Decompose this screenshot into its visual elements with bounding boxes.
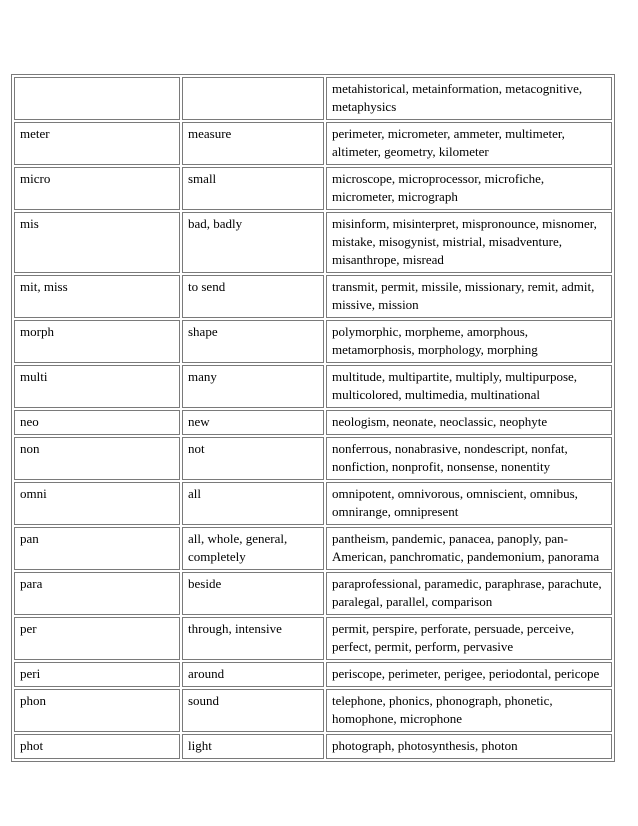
root-cell (14, 572, 180, 615)
examples-cell-text: perimeter, micrometer, ammeter, multimeter, altimeter, geometry, kilometer (332, 126, 565, 159)
examples-cell-text: polymorphic, morpheme, amorphous, metamorphosis, morphology, morphing (332, 324, 538, 357)
examples-cell-text: paraprofessional, paramedic, paraphrase, parachute, paralegal, parallel, comparison (332, 576, 602, 609)
meaning-cell-text: measure (188, 126, 232, 141)
examples-cell (326, 212, 612, 273)
root-cell-text: omni (20, 486, 47, 501)
root-cell-text: non (20, 441, 40, 456)
meaning-cell-text: new (188, 414, 210, 429)
examples-cell-text: omnipotent, omnivorous, omniscient, omnibus, omnirange, omnipresent (332, 486, 578, 519)
root-cell-text: per (20, 621, 37, 636)
examples-cell (326, 77, 612, 120)
root-cell (14, 662, 180, 687)
root-cell (14, 527, 180, 570)
meaning-cell-text: light (188, 738, 212, 753)
meaning-cell-text: bad, badly (188, 216, 243, 231)
meaning-cell-text: small (188, 171, 217, 186)
table-row (14, 617, 612, 660)
meaning-cell-text: shape (188, 324, 218, 339)
root-cell-text: meter (20, 126, 50, 141)
meaning-cell (182, 167, 324, 210)
meaning-cell-text: around (188, 666, 225, 681)
word-roots-table (11, 74, 615, 762)
examples-cell (326, 527, 612, 570)
meaning-cell (182, 212, 324, 273)
examples-cell-text: microscope, microprocessor, microfiche, micrometer, micrograph (332, 171, 545, 204)
examples-cell (326, 365, 612, 408)
root-cell (14, 77, 180, 120)
root-cell (14, 320, 180, 363)
root-cell-text: mis (20, 216, 39, 231)
examples-cell-text: permit, perspire, perforate, persuade, perceive, perfect, permit, perform, pervasive (332, 621, 575, 654)
meaning-cell (182, 527, 324, 570)
root-cell-text: neo (20, 414, 39, 429)
examples-cell-text: metahistorical, metainformation, metacognitive, metaphysics (332, 81, 583, 114)
table-row (14, 527, 612, 570)
meaning-cell-text: through, intensive (188, 621, 282, 636)
examples-cell-text: transmit, permit, missile, missionary, remit, admit, missive, mission (332, 279, 595, 312)
root-cell (14, 482, 180, 525)
root-cell (14, 275, 180, 318)
meaning-cell (182, 437, 324, 480)
examples-cell (326, 320, 612, 363)
examples-cell (326, 689, 612, 732)
examples-cell (326, 617, 612, 660)
root-cell-text: multi (20, 369, 48, 384)
root-cell (14, 410, 180, 435)
meaning-cell (182, 365, 324, 408)
examples-cell (326, 275, 612, 318)
meaning-cell (182, 275, 324, 318)
examples-cell (326, 734, 612, 759)
root-cell (14, 437, 180, 480)
meaning-cell (182, 689, 324, 732)
meaning-cell (182, 662, 324, 687)
meaning-cell (182, 572, 324, 615)
examples-cell-text: multitude, multipartite, multiply, multipurpose, multicolored, multimedia, multinational (332, 369, 578, 402)
root-cell (14, 365, 180, 408)
table-row (14, 320, 612, 363)
examples-cell-text: photograph, photosynthesis, photon (332, 738, 518, 753)
table-row (14, 77, 612, 120)
table-row (14, 212, 612, 273)
table-row (14, 437, 612, 480)
root-cell-text: micro (20, 171, 51, 186)
table-row (14, 689, 612, 732)
root-cell-text: pan (20, 531, 39, 546)
examples-cell-text: telephone, phonics, phonograph, phonetic, homophone, microphone (332, 693, 553, 726)
examples-cell (326, 167, 612, 210)
examples-cell (326, 572, 612, 615)
meaning-cell (182, 482, 324, 525)
meaning-cell (182, 734, 324, 759)
examples-cell-text: pantheism, pandemic, panacea, panoply, pan-American, panchromatic, pandemonium, panorama (332, 531, 600, 564)
meaning-cell (182, 617, 324, 660)
root-cell (14, 689, 180, 732)
meaning-cell (182, 122, 324, 165)
table-row (14, 410, 612, 435)
meaning-cell (182, 410, 324, 435)
root-cell-text: phot (20, 738, 44, 753)
table-row (14, 365, 612, 408)
meaning-cell-text: sound (188, 693, 220, 708)
root-cell (14, 617, 180, 660)
root-cell-text: phon (20, 693, 46, 708)
root-cell-text: morph (20, 324, 54, 339)
examples-cell-text: nonferrous, nonabrasive, nondescript, nonfat, nonfiction, nonprofit, nonsense, nonentity (332, 441, 568, 474)
root-cell (14, 212, 180, 273)
table-row (14, 482, 612, 525)
root-cell (14, 167, 180, 210)
examples-cell (326, 437, 612, 480)
table-row (14, 662, 612, 687)
meaning-cell-text: many (188, 369, 217, 384)
examples-cell-text: misinform, misinterpret, mispronounce, misnomer, mistake, misogynist, mistrial, misadventure, misanthrope, misread (332, 216, 597, 267)
examples-cell-text: neologism, neonate, neoclassic, neophyte (332, 414, 548, 429)
meaning-cell-text: not (188, 441, 205, 456)
examples-cell (326, 122, 612, 165)
table-row (14, 572, 612, 615)
meaning-cell-text: all (188, 486, 201, 501)
meaning-cell (182, 320, 324, 363)
root-cell-text: para (20, 576, 43, 591)
root-cell (14, 734, 180, 759)
table-row (14, 122, 612, 165)
root-cell (14, 122, 180, 165)
meaning-cell (182, 77, 324, 120)
root-cell-text: peri (20, 666, 41, 681)
examples-cell (326, 410, 612, 435)
word-roots-table-body (14, 77, 612, 759)
table-row (14, 167, 612, 210)
meaning-cell-text: beside (188, 576, 222, 591)
meaning-cell-text: to send (188, 279, 226, 294)
meaning-cell-text: all, whole, general, completely (188, 531, 288, 564)
table-row (14, 275, 612, 318)
examples-cell (326, 482, 612, 525)
root-cell-text: mit, miss (20, 279, 68, 294)
examples-cell (326, 662, 612, 687)
table-row (14, 734, 612, 759)
examples-cell-text: periscope, perimeter, perigee, periodontal, pericope (332, 666, 600, 681)
